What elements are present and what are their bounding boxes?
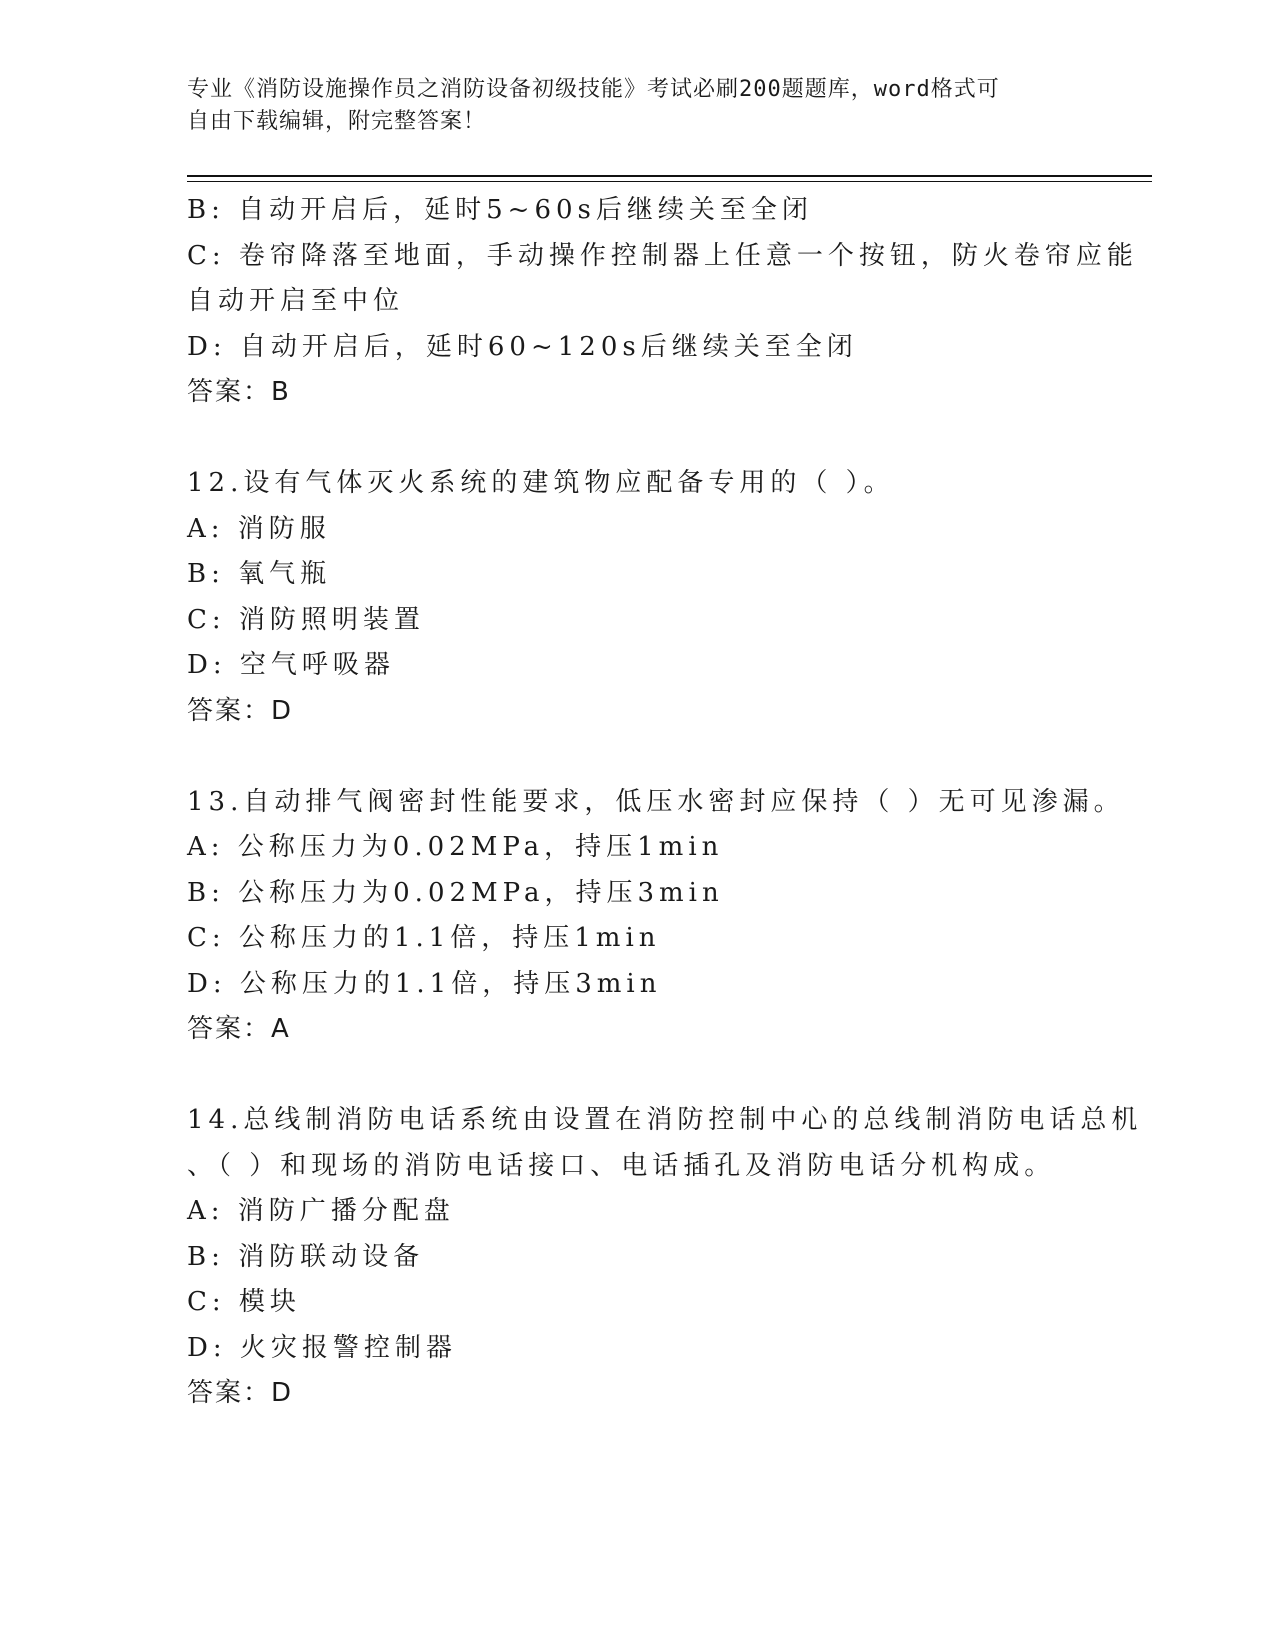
header-rule-thin — [187, 181, 1152, 182]
question-11-continued — [187, 188, 1138, 416]
spacer — [187, 734, 1087, 780]
option-c-continued: 自动开启至中位 — [187, 286, 405, 316]
option-c: C: 消防照明装置 — [187, 604, 425, 635]
question-14 — [187, 1098, 1143, 1417]
option-b: B: 公称压力为0.02MPa，持压3min — [187, 877, 724, 908]
answer: 答案：B — [187, 377, 291, 407]
answer: 答案：A — [187, 1014, 291, 1044]
option-a: A: 消防服 — [187, 513, 331, 544]
question-stem: 14.总线制消防电话系统由设置在消防控制中心的总线制消防电话总机 — [187, 1105, 1143, 1135]
question-stem: 12.设有气体灭火系统的建筑物应配备专用的（ ）。 — [187, 468, 895, 498]
header-title-line-1: 专业《消防设施操作员之消防设备初级技能》考试必刷200题题库，word格式可 — [187, 77, 1000, 102]
question-stem-continued: 、（ ）和现场的消防电话接口、电话插孔及消防电话分机构成。 — [187, 1150, 1056, 1181]
page-header — [187, 74, 1067, 138]
option-b: B: 消防联动设备 — [187, 1241, 425, 1272]
question-13 — [187, 780, 1125, 1053]
option-d: D: 自动开启后，延时60~120s后继续关至全闭 — [187, 331, 858, 362]
header-rule-thick — [187, 175, 1152, 177]
answer: 答案：D — [187, 695, 294, 726]
spacer — [187, 416, 1087, 462]
question-12 — [187, 461, 1087, 734]
answer: 答案：D — [187, 1378, 294, 1408]
option-d: D: 火灾报警控制器 — [187, 1332, 457, 1363]
option-a: A: 消防广播分配盘 — [187, 1196, 455, 1226]
option-b: B: 氧气瓶 — [187, 559, 332, 589]
question-stem: 13.自动排气阀密封性能要求，低压水密封应保持（ ）无可见渗漏。 — [187, 786, 1125, 817]
option-d: D: 空气呼吸器 — [187, 650, 395, 680]
option-a: A: 公称压力为0.02MPa，持压1min — [187, 832, 724, 862]
spacer — [187, 1053, 1087, 1099]
option-c: C: 卷帘降落至地面，手动操作控制器上任意一个按钮，防火卷帘应能 — [187, 240, 1138, 271]
question-list — [187, 188, 1143, 1417]
option-d: D: 公称压力的1.1倍，持压3min — [187, 968, 662, 999]
header-title-line-2: 自由下载编辑，附完整答案！ — [187, 109, 487, 134]
option-c: C: 公称压力的1.1倍，持压1min — [187, 923, 661, 953]
option-c: C: 模块 — [187, 1287, 301, 1317]
option-b: B: 自动开启后，延时5~60s后继续关至全闭 — [187, 195, 813, 225]
